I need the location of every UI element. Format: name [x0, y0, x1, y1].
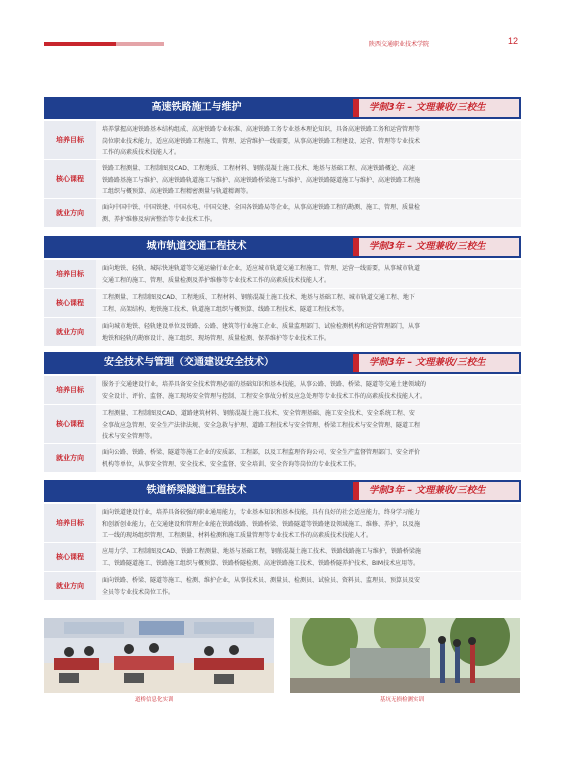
- row-label: 培养目标: [44, 376, 96, 404]
- program-title-band: [44, 480, 521, 502]
- photo-caption-left: 道桥信息化实训: [135, 697, 174, 703]
- page-number: 12: [508, 36, 519, 46]
- row-label: 培养目标: [44, 121, 96, 159]
- row-text: 面向中国中铁、中国铁建、中国水电、中国交建、全国各铁路局等企业，从事高速铁路工程的勘测、施工、管理、质量检 测、养护维修及病害整治等专业技术工作。: [96, 199, 521, 227]
- program-title-band: [44, 352, 521, 374]
- row-label: 就业方向: [44, 572, 96, 600]
- row-career: [44, 444, 521, 473]
- row-label: 核心课程: [44, 289, 96, 317]
- program-title: 城市轨道交通工程技术: [146, 241, 247, 252]
- row-training-goal: [44, 121, 521, 160]
- program-title: 高速铁路施工与维护: [151, 102, 242, 113]
- program-duration-tag: 学制3年 – 文理兼收/三校生: [353, 482, 519, 500]
- row-training-goal: [44, 504, 521, 543]
- header-accent-bar: [44, 42, 116, 46]
- row-label: 培养目标: [44, 504, 96, 542]
- program-section-safety: [44, 352, 521, 473]
- photo-caption-right: 基坑无损检测实训: [380, 697, 425, 703]
- program-title: 安全技术与管理（交通建设安全技术）: [104, 357, 274, 368]
- row-text: 面向公路、铁路、桥梁、隧道等施工企业的安质部、工程部，以及工程监理咨询公司、安全生产监督管理部门、安全评价 机构等单位，从事安全管理、安全技术、安全监督、安全培训、安全咨询等岗位的专业技术工作。: [96, 444, 521, 472]
- row-career: [44, 572, 521, 601]
- program-section-urban-rail: [44, 236, 521, 347]
- row-text: 培养掌握高速铁路基本结构组成、高速铁路专业标准、高速铁路工务专业基本理论知识，具备高速铁路工务和运营管理等 岗位职业技术能力，适应高速铁路工程施工、管理、运营维护一线需要，从事高速铁路工程建设、运营、管理等专业技术 工作的高素质技术技能人才。: [96, 121, 521, 159]
- row-core-courses: [44, 289, 521, 318]
- row-label: 就业方向: [44, 199, 96, 227]
- row-label: 核心课程: [44, 543, 96, 571]
- row-training-goal: [44, 260, 521, 289]
- program-duration-tag: 学制3年 – 文理兼收/三校生: [353, 99, 519, 117]
- program-duration-tag: 学制3年 – 文理兼收/三校生: [353, 238, 519, 256]
- row-label: 核心课程: [44, 405, 96, 443]
- row-label: 就业方向: [44, 444, 96, 472]
- row-label: 核心课程: [44, 160, 96, 198]
- program-section-bridge-tunnel: [44, 480, 521, 601]
- row-career: [44, 318, 521, 347]
- row-text: 工程测量、工程制图及CAD、道路建筑材料、钢筋混凝土施工技术、安全管理基础、施工安全技术、安全系统工程、安 全事故应急管理、安全生产法律法规、安全急救与护理、道路工程技术与安全管理、桥梁工程技术与安全管理、隧道工程 技术与安全管理等。: [96, 405, 521, 443]
- row-text: 面向铁路、桥梁、隧道等施工、检测、维护企业，从事技术员、测量员、检测员、试验员、资料员、监理员、预算员及安 全员等专业技术岗位工作。: [96, 572, 521, 600]
- row-text: 面向铁道建设行业，培养具备较强的职业通用能力，专业基本知识和基本技能，具有良好的社会适应能力，终身学习能力 和创新创业能力，在交通建设和管理企业能在铁路线路、铁路桥梁、铁路隧道等铁路建设领域施工、维修、养护，以及施 工一线的现场组织管理、工程测量、材料检测和施工质量管理等专业技术工作的高素质技术技能人才。: [96, 504, 521, 542]
- row-label: 培养目标: [44, 260, 96, 288]
- program-duration-tag: 学制3年 – 文理兼收/三校生: [353, 354, 519, 372]
- row-label: 就业方向: [44, 318, 96, 346]
- row-core-courses: [44, 160, 521, 199]
- school-name: 陕西交通职业技术学院: [369, 41, 430, 48]
- program-title-band: [44, 236, 521, 258]
- row-text: 工程测量、工程制图及CAD、工程地质、工程材料、钢筋混凝土施工技术、地基与基础工程、城市轨道交通工程、地下 工程、高架结构、地铁施工技术、轨道施工组织与概预算、线路工程技术、隧道工程技术等。: [96, 289, 521, 317]
- row-text: 面向地铁、轻轨、城际快速轨道等交通运输行业企业，适应城市轨道交通工程施工、管理、运营一线需要，从事城市轨道 交通工程的施工、管理、质量检测及养护维修等专业技术工作的高素质技术技能人才。: [96, 260, 521, 288]
- row-training-goal: [44, 376, 521, 405]
- classroom-photo: [44, 618, 274, 693]
- row-career: [44, 199, 521, 228]
- row-text: 铁路工程测量、工程制图及CAD、工程地质、工程材料、钢筋混凝土施工技术、地基与基础工程、高速铁路概论、高速 铁路路基施工与维护、高速铁路轨道施工与维护、高速铁路桥梁施工与维护、高速铁路隧道施工与维护、高速铁路工程施 工组织与概预算、高速铁路工程精密测量与轨道精调等。: [96, 160, 521, 198]
- row-text: 服务于交通建设行业，培养具备安全技术管理必需的基础知识和基本技能，从事公路、铁路、桥梁、隧道等交通土建领域的 安全设计、评价、监督、施工现场安全管理与控制、工程安全事故分析及应急处理等专业技术工作的高素质技术技能人才。: [96, 376, 521, 404]
- program-section-high-speed-rail: [44, 97, 521, 228]
- row-core-courses: [44, 405, 521, 444]
- program-title: 铁道桥梁隧道工程技术: [146, 485, 247, 496]
- row-core-courses: [44, 543, 521, 572]
- field-survey-photo: [290, 618, 520, 693]
- row-text: 面向城市地铁、轻轨建设单位及铁路、公路、建筑等行业施工企业、质量监理部门、试验检测机构和运营管理部门，从事 地铁和轻轨的勘察设计、施工组织、现场管理、质量检测、保养维护等专业技术工作。: [96, 318, 521, 346]
- program-title-band: [44, 97, 521, 119]
- row-text: 应用力学、工程制图及CAD、铁路工程测量、地基与基础工程，钢筋混凝土施工技术、铁路线路施工与维护，铁路桥梁施 工、铁路隧道施工、铁路施工组织与概预算、铁路桥隧检测、高速铁路施工技术、铁路桥隧养护技术、BIM技术应用等。: [96, 543, 521, 571]
